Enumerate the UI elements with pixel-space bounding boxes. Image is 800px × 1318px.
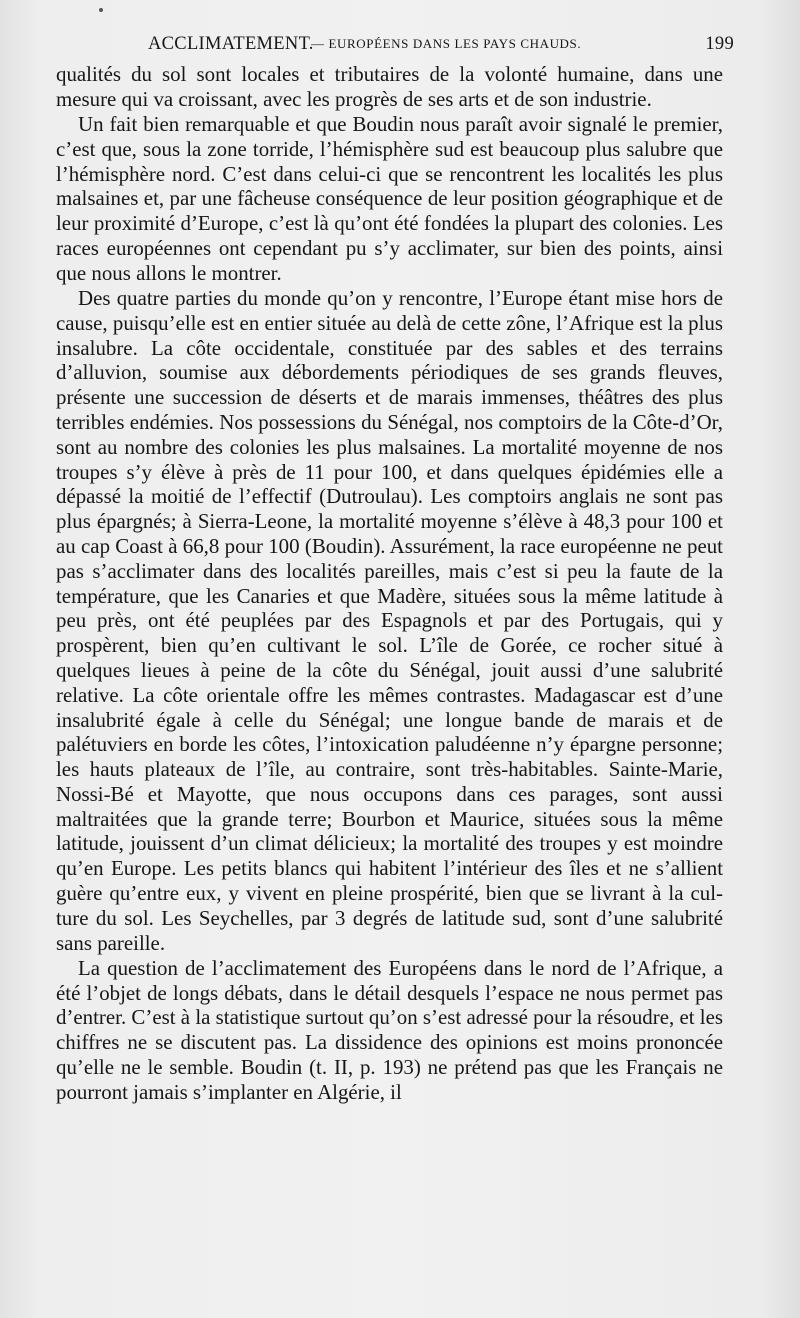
paragraph-southern-hemisphere: Un fait bien remarquable et que Boudin nous paraît avoir signalé le premier, c’est que, sous la zone torride, l’hémisphère sud est beaucoup plus salubre que l’hémisphère nord. C’est dans celui-ci que se rencontrent les localités les plus malsaines et, par une fâcheuse conséquence de leur position géographique et de leur proximité d’Europe, c’est là qu’ont été fondées la plupart des colonies. Les races européennes ont cependant pu s’y acclimater, sur bien des points, ainsi que nous allons le montrer. <box>56 111 723 285</box>
paragraph-north-africa: La question de l’acclimatement des Européens dans le nord de l’Afrique, a été l’objet de longs débats, dans le détail desquels l’espace ne nous permet pas d’entrer. C’est à la statistique surtout qu’on s’est adressé pour la résoudre, et les chiffres ne se discutent pas. La dissidence des opinions est moins prononcée qu’elle ne le semble. Boudin (t. II, p. 193) ne prétend pas que les Français ne pourront jamais s’implanter en Algérie, il <box>56 955 723 1104</box>
running-subtitle: — EUROPÉENS DANS LES PAYS CHAUDS. <box>311 36 582 51</box>
ink-speck <box>99 8 103 12</box>
running-title: ACCLIMATEMENT. <box>148 34 314 54</box>
page-number: 199 <box>705 34 734 54</box>
paragraph-africa: Des quatre parties du monde qu’on y rencontre, l’Europe étant mise hors de cause, puisqu’elle est en entier située au delà de cette zône, l’Afrique est la plus insalubre. La côte occidentale, constituée par des sables et des terrains d’alluvion, soumise aux débordements périodiques de ses grands fleuves, présente une succession de déserts et de marais immenses, théâtres des plus terribles endémies. Nos possessions du Sénégal, nos comptoirs de la Côte-d’Or, sont au nombre des colonies les plus malsaines. La mortalité moyenne de nos troupes s’y élève à près de 11 pour 100, et dans quelques épidémies elle a dépassé la moitié de l’effectif (Dutroulau). Les comptoirs anglais ne sont pas plus épargnés; à Sierra-Leone, la mortalité moyenne s’élève à 48,3 pour 100 et au cap Coast à 66,8 pour 100 (Boudin). Assurément, la race européenne ne peut pas s’acclimater dans des localités pareilles, mais c’est si peu la faute de la température, que les Canaries et que Madère, situées sous la même latitude à peu près, ont été peuplées par des Espagnols et par des Portugais, qui y prospèrent, bien qu’en cultivant le sol. L’île de Gorée, ce rocher situé à quelques lieues à peine de la côte du Sénégal, jouit aussi d’une salubrité relative. La côte orientale offre les mêmes contrastes. Madagascar est d’une insalubrité égale à celle du Sénégal; une longue bande de marais et de palétuviers en borde les côtes, l’intoxication paludéenne n’y épargne personne; les hauts plateaux de l’île, au contraire, sont très-habitables. Sainte-Marie, Nossi-Bé et Mayotte, que nous occupons dans ces parages, sont aussi maltraitées que la grande terre; Bourbon et Maurice, situées sous la même latitude, jouissent d’un climat délicieux; la mortalité des troupes y est moindre qu’en Europe. Les petits blancs qui habitent l’intérieur des îles et ne s’allient guère qu’entre eux, y vivent en pleine prospérité, bien que se livrant à la culture du sol. Les Seychelles, par 3 degrés de latitude sud, sont d’une salubrité sans pareille. <box>56 285 723 955</box>
body-text <box>56 62 723 1105</box>
running-header <box>148 34 734 58</box>
paragraph-continuation: qualités du sol sont locales et tributaires de la volonté humaine, dans une mesure qui va croissant, avec les progrès de ses arts et de son industrie. <box>56 62 723 111</box>
